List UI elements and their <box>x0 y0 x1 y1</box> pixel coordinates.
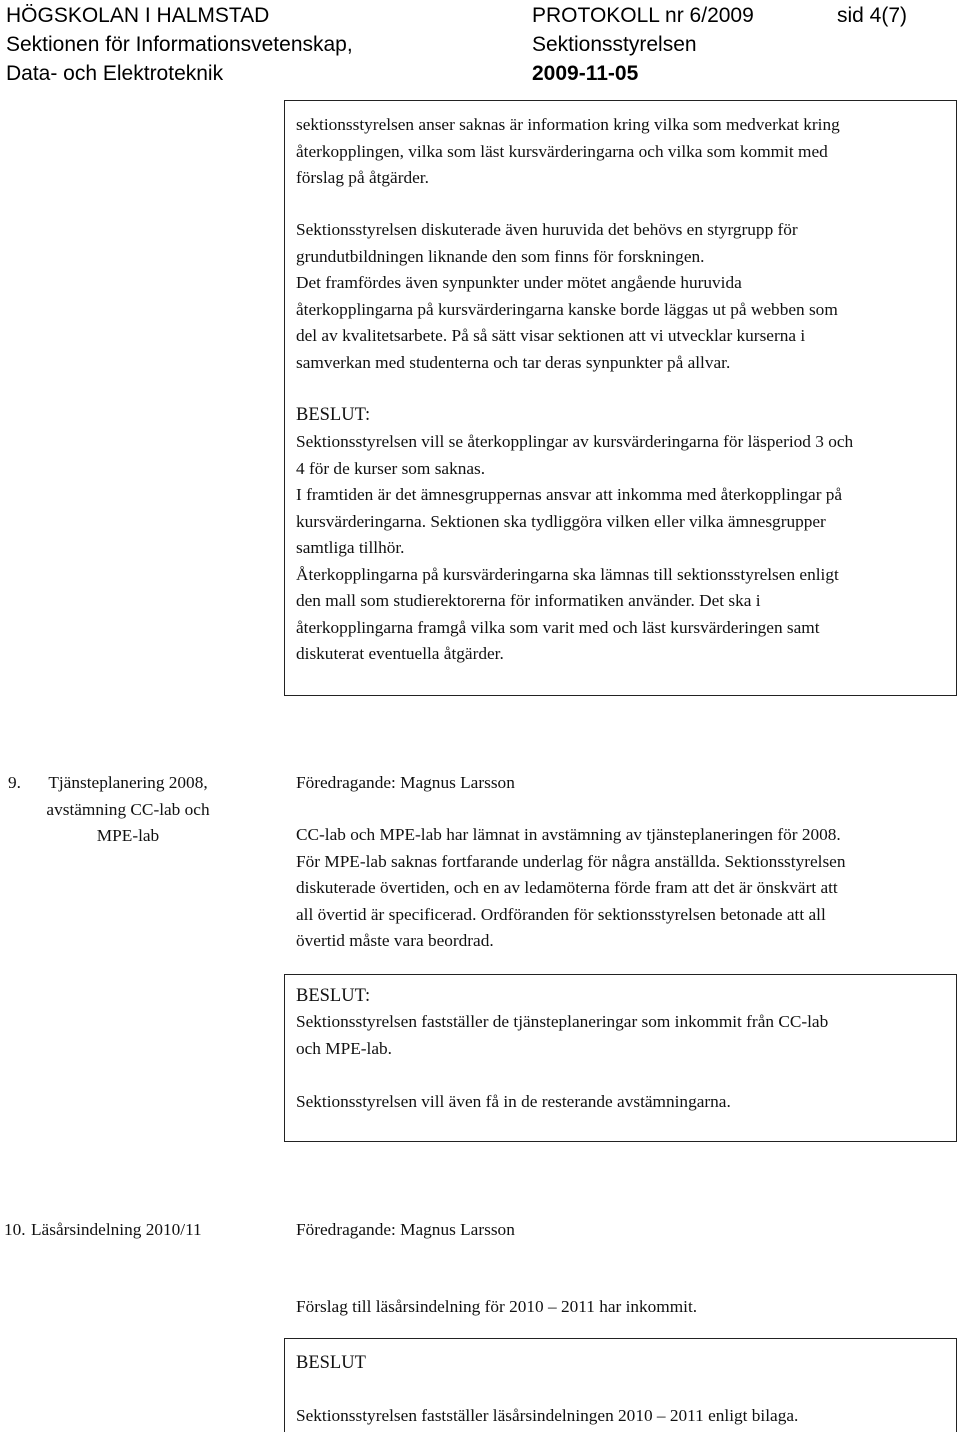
text-line: kursvärderingarna. Sektionen ska tydliggöra vilken eller vilka ämnesgrupper <box>296 511 826 531</box>
text-line: Sektionsstyrelsen vill även få in de resterande avstämningarna. <box>296 1092 731 1111</box>
decision-label: BESLUT <box>296 1353 366 1373</box>
decision-label: BESLUT: <box>296 405 371 425</box>
text-line: del av kvalitetsarbete. På så sätt visar sektionen att vi utvecklar kurserna i <box>296 326 806 345</box>
text-line: Sektionsstyrelsen vill se återkopplingar av kursvärderingarna för läsperiod 3 och <box>296 432 854 451</box>
text-line: För MPE-lab saknas fortfarande underlag för några anställda. Sektionsstyrelsen <box>296 851 846 871</box>
discussion-paragraph <box>296 217 838 376</box>
intro-paragraph <box>296 112 840 192</box>
title-line: Tjänsteplanering 2008, <box>48 773 208 792</box>
text-line: återkopplingarna på kursvärderingarna kanske borde läggas ut på webben som <box>296 299 838 319</box>
institution-name: HÖGSKOLAN I HALMSTAD <box>6 4 270 27</box>
text-line: Det framfördes även synpunkter under mötet angående huruvida <box>296 273 742 292</box>
title-line: avstämning CC-lab och <box>46 799 210 819</box>
text-line: Sektionsstyrelsen fastställer de tjänsteplaneringar som inkommit från CC-lab <box>296 1012 829 1031</box>
text-line: förslag på åtgärder. <box>296 168 429 187</box>
protocol-number: PROTOKOLL nr 6/2009 <box>532 4 754 27</box>
decision-paragraph <box>296 429 853 668</box>
text-line: återkopplingen, vilka som läst kursvärderingarna och vilka som kommit med <box>296 141 828 161</box>
text-line: sektionsstyrelsen anser saknas är information kring vilka som medverkat kring <box>296 115 840 134</box>
item-number: 10. <box>4 1220 26 1239</box>
decision-label: BESLUT: <box>296 986 371 1006</box>
decision-paragraph <box>296 1009 828 1062</box>
text-line: Återkopplingarna på kursvärderingarna ska lämnas till sektionsstyrelsen enligt <box>296 564 839 584</box>
text-line: samverkan med studenterna och tar deras synpunkter på allvar. <box>296 352 731 372</box>
text-line: 4 för de kurser som saknas. <box>296 458 486 478</box>
item-body <box>296 1294 697 1321</box>
decision-note <box>296 1089 731 1116</box>
decision-paragraph <box>296 1403 798 1430</box>
text-line: diskuterat eventuella åtgärder. <box>296 644 504 663</box>
text-line: återkopplingarna framgå vilka som varit med och läst kursvärderingen samt <box>296 617 820 637</box>
text-line: CC-lab och MPE-lab har lämnat in avstämning av tjänsteplaneringen för 2008. <box>296 825 841 844</box>
item-number: 9. <box>8 773 21 792</box>
page-number: sid 4(7) <box>837 4 908 27</box>
item-body <box>296 822 845 955</box>
meeting-date: 2009-11-05 <box>532 62 639 85</box>
text-line: Förslag till läsårsindelning för 2010 – 2011 har inkommit. <box>296 1297 698 1316</box>
presenter: Föredragande: Magnus Larsson <box>296 1220 515 1239</box>
text-line: samtliga tillhör. <box>296 538 405 557</box>
item-title: Läsårsindelning 2010/11 <box>31 1220 202 1239</box>
item-title <box>28 770 228 850</box>
text-line: den mall som studierektorerna för informatiken använder. Det ska i <box>296 591 761 610</box>
governing-body: Sektionsstyrelsen <box>532 33 697 56</box>
text-line: I framtiden är det ämnesgruppernas ansvar att inkomma med återkopplingar på <box>296 485 843 504</box>
presenter: Föredragande: Magnus Larsson <box>296 773 515 792</box>
text-line: diskuterade övertiden, och en av ledamöterna förde fram att det är önskvärt att <box>296 878 838 897</box>
text-line: Sektionsstyrelsen diskuterade även huruvida det behövs en styrgrupp för <box>296 220 798 239</box>
section-name-line1: Sektionen för Informationsvetenskap, <box>6 33 353 56</box>
text-line: all övertid är specificerad. Ordföranden för sektionsstyrelsen betonade att all <box>296 904 826 924</box>
text-line: grundutbildningen liknande den som finns för forskningen. <box>296 246 705 266</box>
text-line: övertid måste vara beordrad. <box>296 931 494 950</box>
text-line: och MPE-lab. <box>296 1038 392 1058</box>
section-name-line2: Data- och Elektroteknik <box>6 62 224 85</box>
text-line: Sektionsstyrelsen fastställer läsårsindelningen 2010 – 2011 enligt bilaga. <box>296 1406 799 1425</box>
title-line: MPE-lab <box>96 826 160 845</box>
